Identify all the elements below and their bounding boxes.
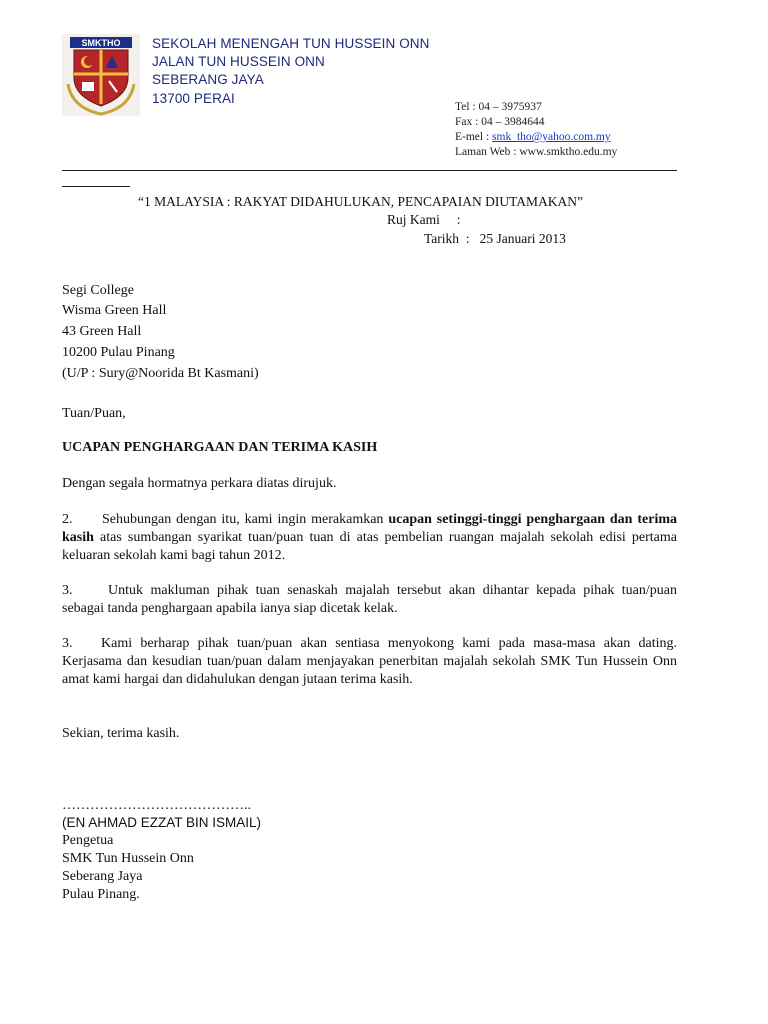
fax-number: Fax : 04 – 3984644 (455, 116, 545, 128)
salutation: Tuan/Puan, (62, 406, 126, 421)
signatory-organisation: SMK Tun Hussein Onn (62, 851, 194, 866)
address-line-1: JALAN TUN HUSSEIN ONN (152, 54, 325, 69)
letter-date: Tarikh : 25 Januari 2013 (424, 231, 566, 246)
address-line-3: 13700 PERAI (152, 91, 235, 106)
paragraph-2-text-end: atas sumbangan syarikat tuan/puan tuan di atas pembelian ruangan majalah sekolah edisi pertama keluaran sekolah kami bagi tahun 2012. (62, 530, 677, 563)
signature-line: ………………………………….. (62, 798, 251, 813)
logo-text: SMKTHO (81, 38, 121, 48)
intro-paragraph: Dengan segala hormatnya perkara diatas dirujuk. (62, 476, 337, 491)
paragraph-2-number: 2. (62, 512, 73, 527)
signatory-place-2: Pulau Pinang. (62, 887, 140, 902)
motto: “1 MALAYSIA : RAKYAT DIDAHULUKAN, PENCAPAIAN DIUTAMAKAN” (138, 194, 584, 209)
paragraph-2-text-start: Sehubungan dengan itu, kami ingin merakamkan (102, 512, 389, 527)
school-crest-logo (62, 34, 140, 116)
website-line: Laman Web : www.smktho.edu.my (455, 146, 618, 158)
tel-number: Tel : 04 – 3975937 (455, 101, 542, 113)
recipient-line-4: 10200 Pulau Pinang (62, 345, 175, 360)
email-line (455, 131, 611, 143)
paragraph-2 (62, 511, 677, 565)
paragraph-2-emphasis: ucapan setinggi-tinggi penghargaan dan terima kasih (62, 512, 677, 545)
recipient-line-2: Wisma Green Hall (62, 303, 167, 318)
email-label: E-mel : (455, 131, 493, 143)
letterhead-divider (62, 170, 677, 171)
signatory-place-1: Seberang Jaya (62, 869, 143, 884)
signatory-name: (EN AHMAD EZZAT BIN ISMAIL) (62, 815, 262, 830)
recipient-line-1: Segi College (62, 283, 134, 298)
recipient-line-5: (U/P : Sury@Noorida Bt Kasmani) (62, 366, 259, 381)
school-name: SEKOLAH MENENGAH TUN HUSSEIN ONN (152, 36, 430, 51)
paragraph-4-number: 3. (62, 636, 73, 651)
paragraph-3-number: 3. (62, 583, 73, 598)
address-line-2: SEBERANG JAYA (152, 72, 264, 87)
paragraph-3-text: Untuk makluman pihak tuan senaskah majalah tersebut akan dihantar kepada pihak tuan/puan sebagai tanda penghargaan apabila ianya siap dicetak kelak. (62, 583, 677, 616)
email-link[interactable]: smk_tho@yahoo.com.my (492, 131, 611, 143)
recipient-line-3: 43 Green Hall (62, 324, 142, 339)
letterhead-divider-short (62, 186, 130, 187)
letter-subject: UCAPAN PENGHARGAAN DAN TERIMA KASIH (62, 440, 378, 455)
paragraph-4-text: Kami berharap pihak tuan/puan akan sentiasa menyokong kami pada masa-masa akan dating. Kerjasama dan kesudian tuan/puan dalam menjayakan penerbitan majalah sekolah SMK Tun Hussein Onn amat kami hargai dan didahulukan dengan jutaan terima kasih. (62, 636, 677, 687)
paragraph-3 (62, 582, 677, 618)
closing-remark: Sekian, terima kasih. (62, 726, 180, 741)
paragraph-4 (62, 635, 677, 689)
reference: Ruj Kami : (387, 212, 461, 227)
signatory-title: Pengetua (62, 833, 114, 848)
